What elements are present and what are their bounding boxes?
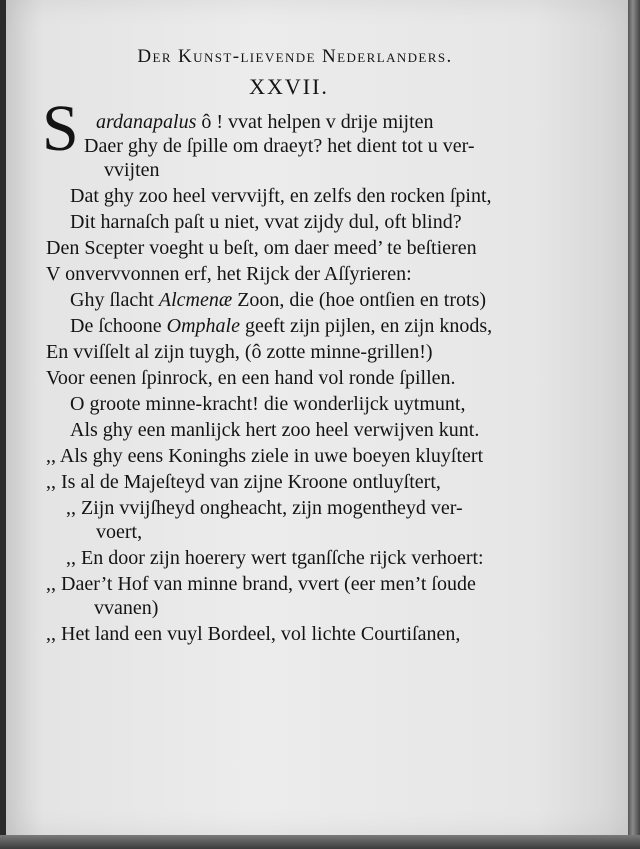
verse-line	[70, 418, 479, 442]
verse-line	[70, 210, 462, 234]
verse-line	[94, 596, 158, 620]
verse-text: En vviſſelt al zijn tuygh, (ô zotte minne-grillen!)	[46, 341, 433, 363]
verse-text: Daer ghy de ſpille om draeyt? het dient tot u ver-	[84, 135, 475, 157]
verse-line	[96, 520, 142, 544]
verse-line	[84, 134, 475, 158]
verse-text: O groote minne-kracht! die wonderlijck uytmunt,	[70, 393, 466, 415]
verse-line	[46, 622, 460, 646]
verse-text: Dit harnaſch paſt u niet, vvat zijdy dul, oft blind?	[70, 211, 462, 233]
italic-name: Omphale	[166, 315, 240, 337]
verse-text: ,, Is al de Majeſteyd van zijne Kroone ontluyſtert,	[46, 471, 441, 493]
verse-line	[46, 470, 441, 494]
verse-text: Dat ghy zoo heel vervvijft, en zelfs den rocken ſpint,	[70, 185, 492, 207]
verse-line	[46, 340, 433, 364]
verse-text: Den Scepter voeght u beſt, om daer meed’ te beſtieren	[46, 237, 477, 259]
verse-text: V onvervvonnen erf, het Rijck der Aſſyrieren:	[46, 263, 412, 285]
verse-line	[70, 392, 465, 416]
verse-text: De ſchoone	[70, 315, 167, 337]
verse-line	[96, 110, 434, 134]
verse-line	[104, 158, 160, 182]
verse-text: ,, Zijn vvijſheyd ongheacht, zijn mogentheyd ver-	[66, 497, 463, 519]
verse-line	[46, 572, 476, 596]
italic-name: ardanapalus	[96, 111, 197, 133]
verse-line	[46, 262, 412, 286]
verse-text: Zoon, die (hoe ontſien en trots)	[232, 289, 487, 311]
verse-line	[66, 496, 463, 520]
page-edge	[628, 0, 640, 849]
verse-text: ô ! vvat helpen v drije mijten	[196, 111, 434, 133]
verse-text: vvanen)	[94, 597, 159, 619]
verse-text: Als ghy een manlijck hert zoo heel verwijven kunt.	[70, 419, 480, 441]
verse-line	[66, 546, 484, 570]
verse-line	[70, 288, 486, 312]
chapter-number: XXVII.	[249, 74, 329, 99]
verse-text: ,, En door zijn hoerery wert tganſſche rijck verhoert:	[66, 547, 484, 569]
bottom-edge	[0, 835, 640, 849]
verse-text: vvijten	[104, 159, 160, 181]
verse-text: geeft zijn pijlen, en zijn knods,	[239, 315, 493, 337]
drop-cap: S	[42, 92, 79, 165]
verse-line	[46, 444, 483, 468]
verse-line	[46, 366, 456, 390]
running-head: Der Kunst-lievende Nederlanders.	[137, 46, 453, 67]
verse-line	[70, 184, 492, 208]
italic-name: Alcmenæ	[158, 289, 233, 311]
verse-line	[70, 314, 492, 338]
verse-text: ,, Daer’t Hof van minne brand, vvert (eer men’t ſoude	[46, 573, 476, 595]
verse-text: ,, Als ghy eens Koninghs ziele in uwe boeyen kluyſtert	[46, 445, 484, 467]
verse-text: ,, Het land een vuyl Bordeel, vol lichte Courtiſanen,	[46, 623, 461, 645]
verse-line	[46, 236, 477, 260]
verse-text: Voor eenen ſpinrock, en een hand vol ronde ſpillen.	[46, 367, 456, 389]
verse-text: Ghy ſlacht	[70, 289, 159, 311]
verse-text: voert,	[96, 521, 143, 543]
